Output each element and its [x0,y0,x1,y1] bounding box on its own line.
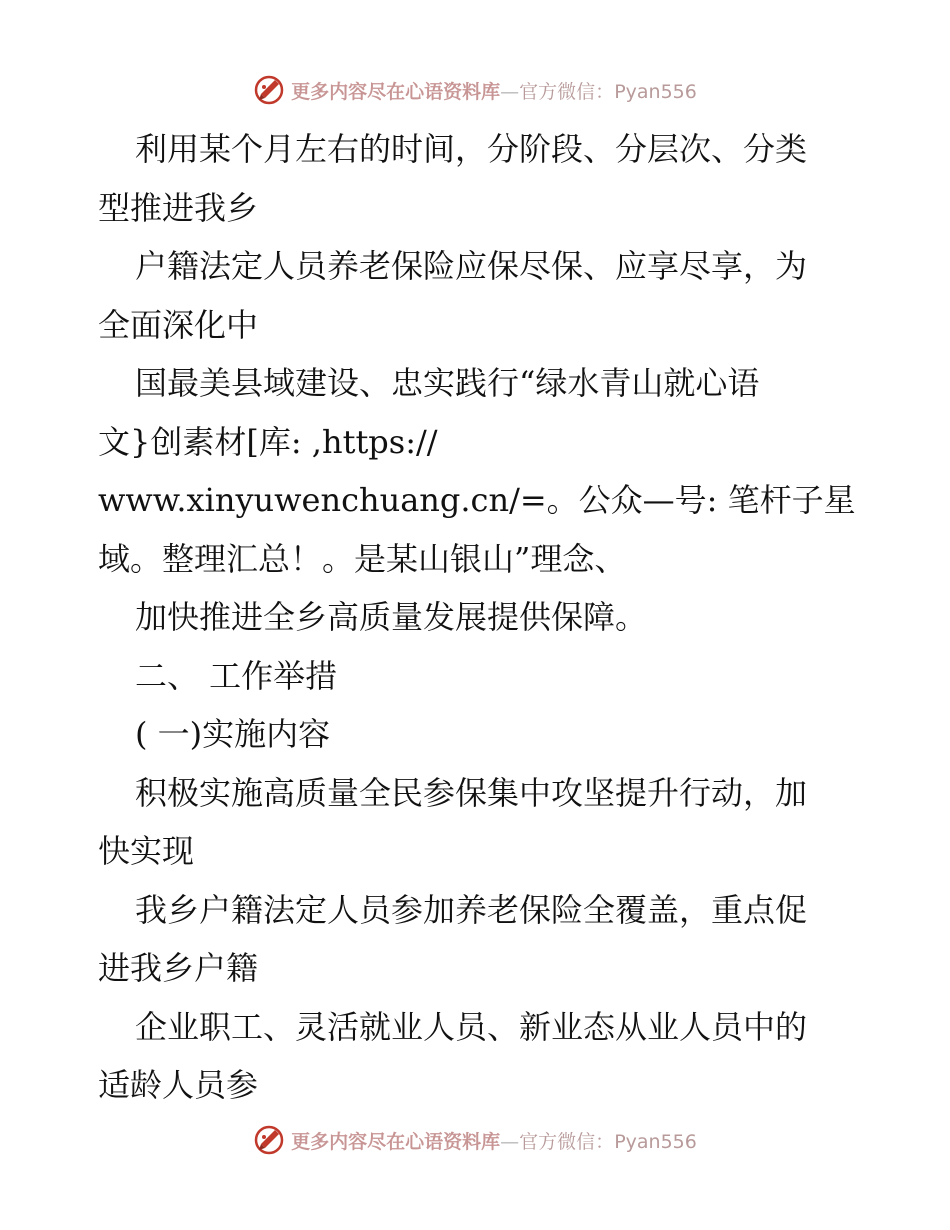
footer-watermark [0,1120,950,1160]
watermark-wechat-id: Pyan556 [614,1130,697,1153]
text-line: 快实现 [98,832,195,870]
watermark-wechat-label: 官方微信： [519,80,615,103]
text-line: 全面深化中 [98,305,259,344]
document-body [98,120,858,1115]
section-heading: 二、 工作举措 [135,656,338,695]
text-line: 域。整理汇总！。是某山银山”理念、 [98,539,627,578]
text-line: 积极实施高质量全民参保集中攻坚提升行动，加 [135,773,808,812]
text-line: 企业职工、灵活就业人员、新业态从业人员中的 [135,1007,808,1046]
text-line: 型推进我乡 [98,188,259,227]
brand-logo-icon [253,1124,285,1156]
text-line: 利用某个月左右的时间，分阶段、分层次、分类 [135,130,808,168]
text-line: 户籍法定人员养老保险应保尽保、应享尽享，为 [135,247,808,285]
text-line: 加快推进全乡高质量发展提供保障。 [135,598,648,636]
text-line: 国最美县域建设、忠实践行“绿水青山就心语 [135,364,760,402]
watermark-separator: — [500,80,520,103]
watermark-wechat-label: 官方微信： [519,1130,615,1153]
text-line: 我乡户籍法定人员参加养老保险全覆盖，重点促 [135,890,808,929]
brand-logo-icon [253,74,285,106]
subsection-heading: ( 一)实施内容 [135,715,331,753]
watermark-separator: — [500,1130,520,1153]
watermark-brand: 更多内容尽在心语资料库 [291,1130,501,1153]
watermark-brand: 更多内容尽在心语资料库 [291,80,501,103]
text-line: 适龄人员参 [98,1066,259,1104]
text-line: www.xinyuwenchuang.cn/=。公众—号: 笔杆子星 [98,481,856,519]
text-line: 文}创素材[库: ,https:// [98,422,438,461]
header-watermark [0,70,950,110]
watermark-wechat-id: Pyan556 [614,80,697,103]
text-line: 进我乡户籍 [98,949,259,987]
